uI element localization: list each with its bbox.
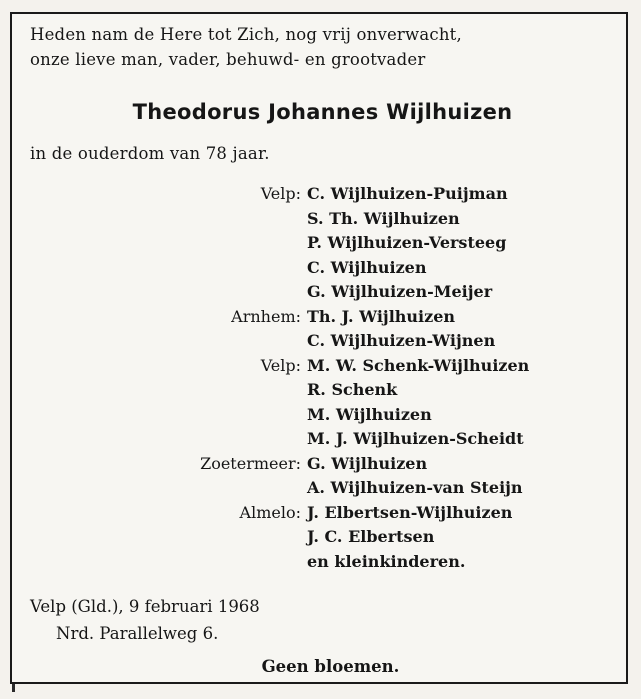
member-name: M. Wijlhuizen bbox=[307, 404, 432, 424]
family-group bbox=[0, 182, 641, 305]
member-name: C. Wijlhuizen-Puijman bbox=[307, 184, 508, 203]
intro-text bbox=[30, 22, 610, 72]
member-name: Th. J. Wijlhuizen bbox=[307, 306, 456, 326]
member-name: M. W. Schenk-Wijlhuizen bbox=[307, 355, 530, 375]
family-group bbox=[0, 354, 641, 452]
member-name: J. Elbertsen-Wijlhuizen bbox=[307, 502, 513, 522]
group-members bbox=[307, 501, 512, 575]
group-place: Velp: bbox=[260, 184, 301, 203]
group-place: Zoetermeer: bbox=[200, 453, 301, 473]
place-date: Velp (Gld.), 9 februari 1968 bbox=[30, 597, 260, 616]
address: Nrd. Parallelweg 6. bbox=[56, 624, 219, 643]
group-members bbox=[307, 182, 508, 305]
member-name: G. Wijlhuizen bbox=[307, 453, 428, 473]
group-members bbox=[307, 354, 529, 452]
group-members bbox=[307, 452, 523, 501]
family-list bbox=[0, 182, 641, 574]
member-name: C. Wijlhuizen-Wijnen bbox=[307, 331, 496, 350]
member-name: R. Schenk bbox=[307, 380, 398, 399]
closing-block bbox=[30, 593, 260, 647]
member-name: G. Wijlhuizen-Meijer bbox=[307, 282, 493, 301]
member-name: en kleinkinderen. bbox=[307, 551, 466, 571]
intro-line: onze lieve man, vader, behuwd- en grootvader bbox=[30, 50, 426, 69]
member-name: J. C. Elbertsen bbox=[307, 527, 435, 546]
group-place: Arnhem: bbox=[231, 306, 301, 326]
family-group bbox=[0, 305, 641, 354]
intro-line: Heden nam de Here tot Zich, nog vrij onverwacht, bbox=[30, 25, 462, 44]
member-name: C. Wijlhuizen bbox=[307, 257, 427, 277]
deceased-name: Theodorus Johannes Wijlhuizen bbox=[132, 100, 513, 124]
member-name: M. J. Wijlhuizen-Scheidt bbox=[307, 429, 524, 448]
group-place: Velp: bbox=[260, 355, 301, 375]
member-name: S. Th. Wijlhuizen bbox=[307, 208, 460, 228]
age-line: in de ouderdom van 78 jaar. bbox=[30, 144, 270, 163]
family-group bbox=[0, 501, 641, 575]
family-group bbox=[0, 452, 641, 501]
member-name: A. Wijlhuizen-van Steijn bbox=[307, 478, 523, 497]
closing-note: Geen bloemen. bbox=[261, 657, 400, 676]
group-members bbox=[307, 305, 495, 354]
member-name: P. Wijlhuizen-Versteeg bbox=[307, 233, 507, 252]
group-place: Almelo: bbox=[239, 502, 301, 522]
